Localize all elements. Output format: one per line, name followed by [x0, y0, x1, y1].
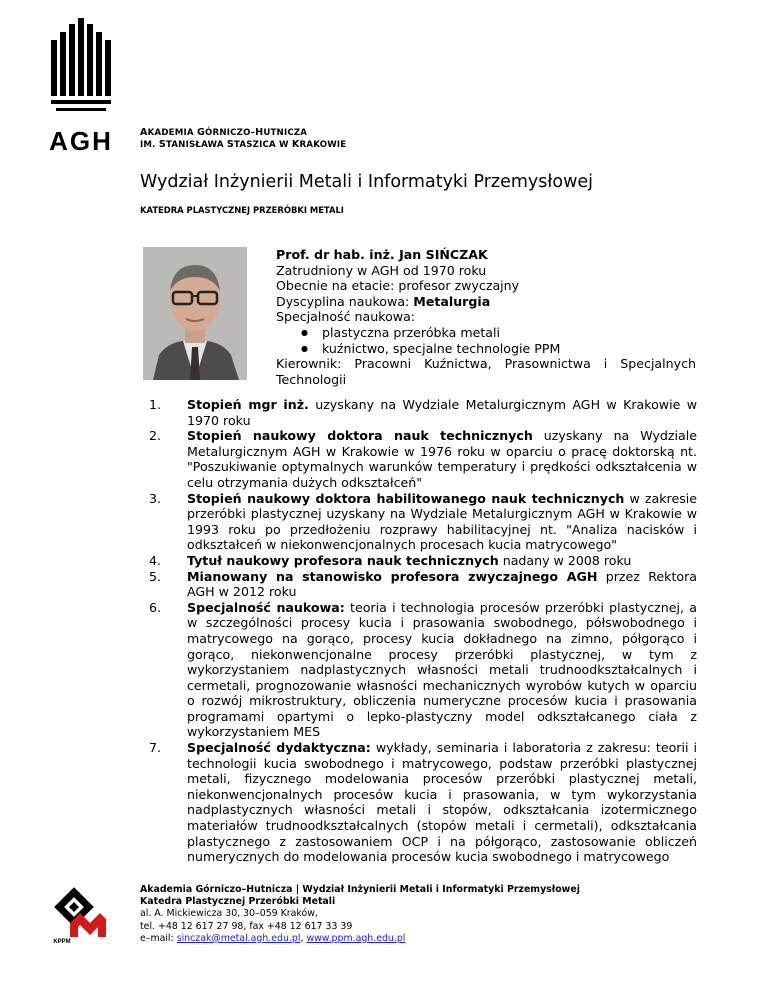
profile-position: Obecnie na etacie: profesor zwyczajny [276, 278, 520, 294]
list-item: 2. Stopień naukowy doktora nauk technicznych uzyskany na Wydziale Metalurgicznym AGH w Krakowie w 1976 roku w oparciu o pracę doktorską nt. "Poszukiwanie optymalnych warunków temperatury i prędkości odkształcenia w celu otrzymania dużych odkształceń" [149, 428, 697, 490]
list-item: 7. Specjalność dydaktyczna: wykłady, seminaria i laboratoria z zakresu: teorii i technologii kucia swobodnego i matrycowego, podstaw przeróbki plastycznej metali, fizycznego modelowania procesów przeróbki plastycznej metali, niekonwencjonalnych procesów kucia i prasowania, w tym wykorzystania nadplastycznych własności metali i stopów, odkształcania izotermicznego materiałów trudnoodkształcalnych (stopów metali i cermetali), odkształcania plastycznego z zastosowaniem OCP i na półgorąco, zastosowanie obliczeń numerycznych do modelowania procesów kucia swobodnego i matrycowego [149, 740, 697, 865]
profile-discipline-value: Metalurgia [413, 293, 491, 309]
list-item: ● kuźnictwo, specjalne technologie PPM [276, 341, 696, 357]
profile-block [276, 247, 696, 387]
university-line-1: AKADEMIA GÓRNICZO–HUTNICZA [140, 127, 308, 138]
website-link[interactable]: www.ppm.agh.edu.pl [306, 932, 406, 944]
footer [140, 884, 580, 945]
faculty-title: Wydział Inżynierii Metali i Informatyki Przemysłowej [140, 172, 594, 192]
department-title: KATEDRA PLASTYCZNEJ PRZERÓBKI METALI [140, 205, 344, 215]
kppm-logo [48, 883, 108, 945]
agh-logo-text: AGH [49, 126, 113, 154]
list-item: ● plastyczna przeróbka metali [276, 325, 696, 341]
specialty-list [276, 325, 696, 356]
profile-name: Prof. dr hab. inż. Jan SIŃCZAK [276, 247, 488, 262]
list-item: 3. Stopień naukowy doktora habilitowanego nauk technicznych w zakresie przeróbki plastycznej uzyskany na Wydziale Metalurgicznym AGH w Krakowie w 1993 roku po przedłożeniu rozprawy habilitacyjnej nt. "Analiza nacisków i odkształceń w niekonwencjonalnych procesach kucia matrycowego" [149, 490, 697, 553]
university-name [140, 127, 346, 151]
career-list [149, 397, 697, 865]
agh-logo [48, 18, 118, 154]
portrait-photo [143, 247, 247, 380]
profile-employed: Zatrudniony w AGH od 1970 roku [276, 262, 487, 278]
footer-contact: e–mail: sinczak@metal.agh.edu.pl, www.ppm.agh.edu.pl [140, 932, 406, 944]
footer-address: al. A. Mickiewicza 30, 30–059 Kraków, [140, 908, 318, 920]
profile-specialty-label: Specjalność naukowa: [276, 309, 416, 325]
university-line-2: IM. STANISŁAWA STASZICA W KRAKOWIE [140, 139, 347, 150]
kppm-logo-text: KPPM [53, 939, 71, 945]
footer-phone: tel. +48 12 617 27 98, fax +48 12 617 33 39 [140, 920, 353, 932]
profile-discipline: Dyscyplina naukowa: Metalurgia [276, 293, 491, 309]
profile-head: Kierownik: Pracowni Kuźnictwa, Prasownictwa i Specjalnych Technologii [276, 356, 696, 387]
list-item: 4. Tytuł naukowy profesora nauk technicznych nadany w 2008 roku [149, 552, 632, 568]
email-link[interactable]: sinczak@metal.agh.edu.pl [176, 932, 301, 944]
list-item: 1. Stopień mgr inż. uzyskany na Wydziale Metalurgicznym AGH w Krakowie w 1970 roku [149, 397, 697, 428]
footer-line-2: Katedra Plastycznej Przeróbki Metali [140, 896, 336, 908]
list-item: 6. Specjalność naukowa: teoria i technologia procesów przeróbki plastycznej, a w szczególności procesy kucia i prasowania swobodnego, półswobodnego i matrycowego na gorąco, procesy kucia dokładnego na zimno, półgorąco i gorąco, niekonwencjonalne procesy przeróbki plastycznej, w tym z wykorzystaniem nadplastycznych własności metali trudnoodkształcalnych i cermetali, prognozowanie własności mechanicznych wyrobów kutych w oparciu o rozwój mikrostruktury, obliczenia numeryczne procesów kucia i prasowania programami opartymi o lepko-plastyczny model odkształcanego ciała z wykorzystaniem MES [149, 599, 697, 740]
footer-line-1: Akademia Górniczo–Hutnicza | Wydział Inżynierii Metali i Informatyki Przemysłowej [140, 884, 580, 895]
list-item: 5. Mianowany na stanowisko profesora zwyczajnego AGH przez Rektora AGH w 2012 roku [149, 568, 697, 600]
